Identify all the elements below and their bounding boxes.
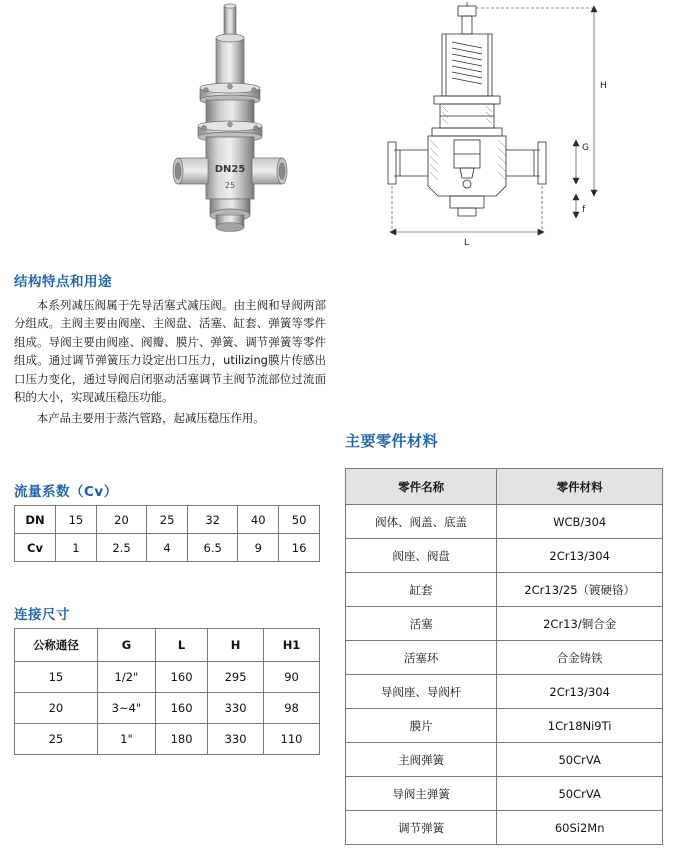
cv-row-label-cv: Cv <box>15 534 56 562</box>
dim-label-f: f <box>582 205 586 215</box>
table-row <box>346 675 663 709</box>
section-title-structure: 结构特点和用途 <box>14 274 112 290</box>
cv-value-cell: 6.5 <box>187 534 237 562</box>
structure-description <box>14 296 326 429</box>
valve-pn-marking: 25 <box>224 181 236 190</box>
conn-cell: 160 <box>156 693 208 724</box>
material-part-name: 膜片 <box>346 709 497 743</box>
material-part-material: 1Cr18Ni9Ti <box>497 709 663 743</box>
material-part-material: 合金铸铁 <box>497 641 663 675</box>
material-part-material: WCB/304 <box>497 505 663 539</box>
cv-value-cell: 1 <box>56 534 97 562</box>
connection-dimensions-table <box>14 628 320 755</box>
table-row <box>346 607 663 641</box>
dim-label-h: H <box>600 81 607 91</box>
material-part-name: 主阀弹簧 <box>346 743 497 777</box>
conn-cell: 90 <box>264 662 320 693</box>
cv-dn-cell: 25 <box>147 506 188 534</box>
structure-paragraph-1: 本系列减压阀属于先导活塞式减压阀。由主阀和导阀两部分组成。主阀主要由阀座、主阀盘、活塞、缸套、弹簧等零件组成。导阀主要由阀座、阀瓣、膜片、弹簧、调节弹簧等零件组成。通过调节弹簧压力设定出口压力，utilizing膜片传感出口压力变化，通过导阀启闭驱动活塞调节主阀节流部位过流面积的大小，实现减压稳压功能。 <box>14 298 326 405</box>
table-row <box>346 641 663 675</box>
table-row <box>346 573 663 607</box>
valve-section-drawing-figure <box>380 0 666 252</box>
conn-header-cell: 公称通径 <box>15 629 98 662</box>
cv-dn-cell: 50 <box>279 506 320 534</box>
material-part-name: 缸套 <box>346 573 497 607</box>
conn-cell: 330 <box>208 724 264 755</box>
conn-cell: 3~4" <box>97 693 155 724</box>
material-part-material: 2Cr13/25（镀硬铬） <box>497 573 663 607</box>
flow-coefficient-table <box>14 505 320 562</box>
figures-area <box>0 0 676 262</box>
material-header-cell: 零件材料 <box>497 469 663 505</box>
table-row <box>15 662 320 693</box>
cv-dn-cell: 15 <box>56 506 97 534</box>
cv-dn-cell: 20 <box>96 506 146 534</box>
material-part-material: 50CrVA <box>497 743 663 777</box>
conn-cell: 20 <box>15 693 98 724</box>
conn-header-cell: H <box>208 629 264 662</box>
material-part-name: 阀体、阀盖、底盖 <box>346 505 497 539</box>
conn-header-cell: H1 <box>264 629 320 662</box>
table-row <box>346 539 663 573</box>
material-part-name: 调节弹簧 <box>346 811 497 845</box>
conn-header-cell: G <box>97 629 155 662</box>
table-row <box>346 811 663 845</box>
cv-row-label-dn: DN <box>15 506 56 534</box>
conn-cell: 98 <box>264 693 320 724</box>
dim-label-g: G <box>582 143 589 153</box>
material-part-material: 60Si2Mn <box>497 811 663 845</box>
conn-cell: 15 <box>15 662 98 693</box>
structure-paragraph-2: 本产品主要用于蒸汽管路，起减压稳压作用。 <box>36 410 265 425</box>
table-header-row <box>15 629 320 662</box>
conn-cell: 160 <box>156 662 208 693</box>
material-part-name: 阀座、阀盘 <box>346 539 497 573</box>
table-row <box>15 506 320 534</box>
table-row <box>346 777 663 811</box>
conn-cell: 1" <box>97 724 155 755</box>
table-row <box>15 693 320 724</box>
cv-value-cell: 9 <box>238 534 279 562</box>
material-part-name: 导阀座、导阀杆 <box>346 675 497 709</box>
conn-cell: 1/2" <box>97 662 155 693</box>
materials-table <box>345 468 663 845</box>
material-part-name: 活塞环 <box>346 641 497 675</box>
section-title-materials: 主要零件材料 <box>345 432 439 450</box>
table-row <box>346 505 663 539</box>
table-row <box>15 724 320 755</box>
conn-cell: 110 <box>264 724 320 755</box>
material-part-material: 2Cr13/304 <box>497 675 663 709</box>
material-part-material: 2Cr13/铜合金 <box>497 607 663 641</box>
cv-value-cell: 2.5 <box>96 534 146 562</box>
valve-dn-marking: DN25 <box>214 164 246 175</box>
material-part-name: 活塞 <box>346 607 497 641</box>
table-row <box>346 743 663 777</box>
material-part-material: 50CrVA <box>497 777 663 811</box>
conn-cell: 25 <box>15 724 98 755</box>
cv-value-cell: 16 <box>279 534 320 562</box>
conn-cell: 180 <box>156 724 208 755</box>
dim-label-l: L <box>464 238 470 248</box>
table-header-row <box>346 469 663 505</box>
conn-cell: 295 <box>208 662 264 693</box>
material-header-cell: 零件名称 <box>346 469 497 505</box>
section-title-flow-coefficient: 流量系数（Cv） <box>14 484 118 500</box>
conn-cell: 330 <box>208 693 264 724</box>
conn-header-cell: L <box>156 629 208 662</box>
valve-photo-figure <box>148 0 328 252</box>
material-part-name: 导阀主弹簧 <box>346 777 497 811</box>
cv-dn-cell: 32 <box>187 506 237 534</box>
cv-dn-cell: 40 <box>238 506 279 534</box>
table-row <box>15 534 320 562</box>
material-part-material: 2Cr13/304 <box>497 539 663 573</box>
section-title-connection-dimensions: 连接尺寸 <box>14 607 70 623</box>
table-row <box>346 709 663 743</box>
cv-value-cell: 4 <box>147 534 188 562</box>
